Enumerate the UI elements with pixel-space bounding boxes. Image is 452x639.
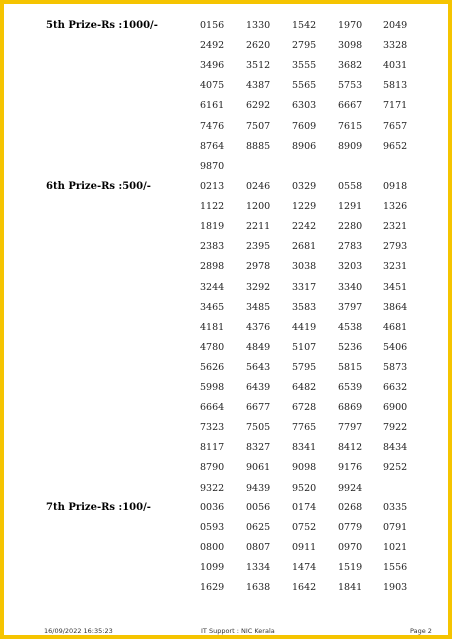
ticket-number: 3328	[383, 40, 408, 52]
ticket-number: 2978	[246, 261, 271, 273]
ticket-number: 3864	[383, 301, 408, 313]
ticket-number: 1638	[246, 582, 271, 594]
ticket-number: 9924	[338, 482, 363, 494]
ticket-number: 6292	[246, 100, 271, 112]
ticket-number: 9520	[292, 482, 317, 494]
ticket-number: 4538	[338, 321, 363, 333]
footer-support: IT Support : NIC Kerala	[201, 627, 275, 635]
ticket-number: 8327	[246, 442, 271, 454]
ticket-number: 1200	[246, 201, 271, 213]
ticket-number: 4387	[246, 80, 271, 92]
ticket-number: 5565	[292, 80, 317, 92]
ticket-number: 0268	[338, 502, 363, 513]
ticket-number: 3465	[200, 301, 225, 313]
ticket-number: 2395	[246, 241, 271, 253]
ticket-number: 5643	[246, 361, 271, 373]
prize-title-6th: 6th Prize-Rs :500/-	[46, 181, 151, 192]
ticket-number: 8434	[383, 442, 408, 454]
ticket-number: 9439	[246, 482, 271, 494]
ticket-number: 4681	[383, 321, 408, 333]
ticket-number: 1819	[200, 221, 225, 233]
ticket-number: 0970	[338, 542, 363, 554]
ticket-number: 2492	[200, 40, 225, 52]
ticket-number: 1291	[338, 201, 363, 213]
ticket-number: 6664	[200, 402, 225, 414]
ticket-number: 2383	[200, 241, 225, 253]
ticket-number: 7171	[383, 100, 408, 112]
prize-title-7th: 7th Prize-Rs :100/-	[46, 502, 151, 513]
ticket-number: 1642	[292, 582, 317, 594]
ticket-number: 3292	[246, 281, 271, 293]
ticket-number: 3583	[292, 301, 317, 313]
ticket-number: 6632	[383, 382, 408, 393]
ticket-number: 4181	[200, 321, 225, 333]
ticket-number: 3451	[383, 281, 408, 293]
ticket-number: 0791	[383, 522, 408, 534]
ticket-number: 4376	[246, 321, 271, 333]
ticket-number: 3496	[200, 60, 225, 72]
ticket-number: 0918	[383, 181, 408, 192]
ticket-number: 0246	[246, 181, 271, 192]
ticket-number: 3682	[338, 60, 363, 72]
ticket-number: 1330	[246, 20, 271, 31]
ticket-number: 3231	[383, 261, 408, 273]
ticket-number: 6728	[292, 402, 317, 414]
ticket-number: 3555	[292, 60, 317, 72]
footer-page-number: Page 2	[410, 627, 432, 635]
ticket-number: 2783	[338, 241, 363, 253]
ticket-number: 2681	[292, 241, 317, 253]
ticket-number: 8764	[200, 140, 225, 152]
ticket-number: 3098	[338, 40, 363, 52]
ticket-number: 1229	[292, 201, 317, 213]
ticket-number: 0800	[200, 542, 225, 554]
ticket-number: 2795	[292, 40, 317, 52]
ticket-number: 5753	[338, 80, 363, 92]
ticket-number: 2793	[383, 241, 408, 253]
ticket-number: 5873	[383, 361, 408, 373]
ticket-number: 2211	[246, 221, 271, 233]
ticket-number: 0056	[246, 502, 271, 513]
ticket-number: 7323	[200, 422, 225, 434]
ticket-number: 9098	[292, 462, 317, 474]
ticket-number: 8909	[338, 140, 363, 152]
ticket-number: 1542	[292, 20, 317, 31]
ticket-number: 3485	[246, 301, 271, 313]
ticket-number: 8885	[246, 140, 271, 152]
ticket-number: 2280	[338, 221, 363, 233]
ticket-number: 5998	[200, 382, 225, 393]
ticket-number: 6539	[338, 382, 363, 393]
ticket-number: 7765	[292, 422, 317, 434]
prize-title-5th: 5th Prize-Rs :1000/-	[46, 20, 158, 31]
ticket-number: 7476	[200, 120, 225, 132]
ticket-number: 3038	[292, 261, 317, 273]
ticket-number: 2242	[292, 221, 317, 233]
ticket-number: 8341	[292, 442, 317, 454]
ticket-number: 7615	[338, 120, 363, 132]
ticket-number: 3340	[338, 281, 363, 293]
ticket-number: 1629	[200, 582, 225, 594]
ticket-number: 7657	[383, 120, 408, 132]
ticket-number: 0329	[292, 181, 317, 192]
ticket-number: 2321	[383, 221, 408, 233]
ticket-number: 3203	[338, 261, 363, 273]
ticket-number: 9061	[246, 462, 271, 474]
ticket-number: 5813	[383, 80, 408, 92]
ticket-number: 6869	[338, 402, 363, 414]
ticket-number: 7505	[246, 422, 271, 434]
ticket-number: 1326	[383, 201, 408, 213]
ticket-number: 8412	[338, 442, 363, 454]
ticket-number: 3244	[200, 281, 225, 293]
ticket-number: 3512	[246, 60, 271, 72]
ticket-number: 0779	[338, 522, 363, 534]
ticket-number: 6482	[292, 382, 317, 393]
ticket-number: 0156	[200, 20, 225, 31]
ticket-number: 9176	[338, 462, 363, 474]
ticket-number: 6667	[338, 100, 363, 112]
ticket-number: 8906	[292, 140, 317, 152]
ticket-number: 0213	[200, 181, 225, 192]
ticket-number: 1474	[292, 562, 317, 574]
footer-timestamp: 16/09/2022 16:35:23	[44, 627, 113, 635]
ticket-number: 0593	[200, 522, 225, 534]
ticket-number: 4075	[200, 80, 225, 92]
ticket-number: 7922	[383, 422, 408, 434]
ticket-number: 0911	[292, 542, 317, 554]
ticket-number: 4031	[383, 60, 408, 72]
ticket-number: 0807	[246, 542, 271, 554]
ticket-number: 0036	[200, 502, 225, 513]
ticket-number: 7609	[292, 120, 317, 132]
ticket-number: 8790	[200, 462, 225, 474]
ticket-number: 9322	[200, 482, 225, 494]
ticket-number: 6303	[292, 100, 317, 112]
ticket-number: 2620	[246, 40, 271, 52]
ticket-number: 6677	[246, 402, 271, 414]
ticket-number: 4780	[200, 341, 225, 353]
ticket-number: 5795	[292, 361, 317, 373]
ticket-number: 5107	[292, 341, 317, 353]
ticket-number: 0335	[383, 502, 408, 513]
ticket-number: 1556	[383, 562, 408, 574]
ticket-number: 9652	[383, 140, 408, 152]
ticket-number: 5236	[338, 341, 363, 353]
ticket-number: 0174	[292, 502, 317, 513]
ticket-number: 1021	[383, 542, 408, 554]
ticket-number: 7507	[246, 120, 271, 132]
ticket-number: 8117	[200, 442, 225, 454]
ticket-number: 3797	[338, 301, 363, 313]
ticket-number: 1122	[200, 201, 225, 213]
ticket-number: 1841	[338, 582, 363, 594]
ticket-number: 2898	[200, 261, 225, 273]
ticket-number: 4419	[292, 321, 317, 333]
ticket-number: 0625	[246, 522, 271, 534]
ticket-number: 1099	[200, 562, 225, 574]
ticket-number: 1334	[246, 562, 271, 574]
ticket-number: 1903	[383, 582, 408, 594]
ticket-number: 1519	[338, 562, 363, 574]
ticket-number: 6900	[383, 402, 408, 414]
ticket-number: 0558	[338, 181, 363, 192]
ticket-number: 2049	[383, 20, 408, 31]
ticket-number: 5406	[383, 341, 408, 353]
ticket-number: 9252	[383, 462, 408, 474]
ticket-number: 0752	[292, 522, 317, 534]
ticket-number: 1970	[338, 20, 363, 31]
ticket-number: 7797	[338, 422, 363, 434]
ticket-number: 5626	[200, 361, 225, 373]
ticket-number: 9870	[200, 160, 225, 172]
ticket-number: 6161	[200, 100, 225, 112]
ticket-number: 4849	[246, 341, 271, 353]
ticket-number: 6439	[246, 382, 271, 393]
ticket-number: 3317	[292, 281, 317, 293]
ticket-number: 5815	[338, 361, 363, 373]
